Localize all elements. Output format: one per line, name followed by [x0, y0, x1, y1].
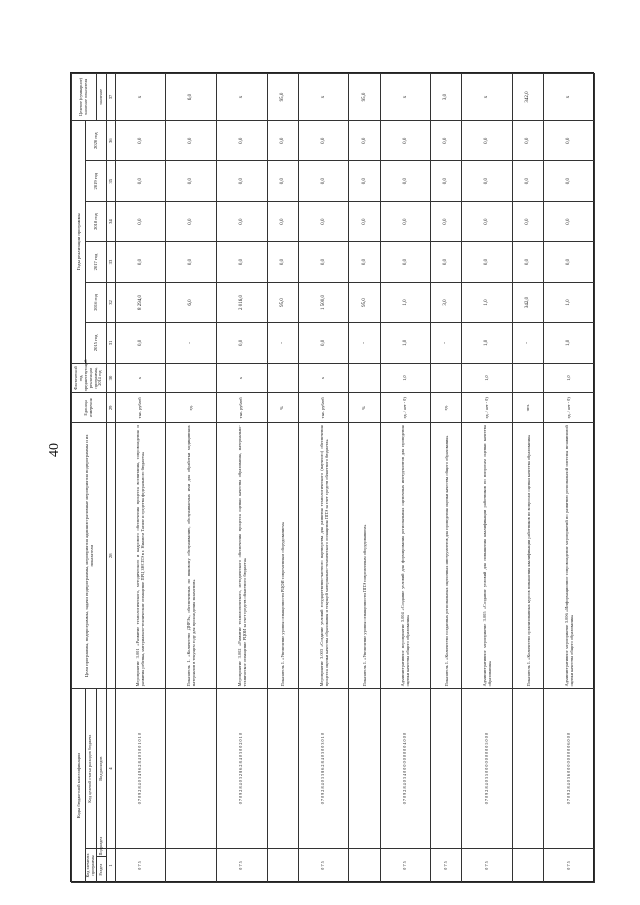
year-value-cell: 0,0 [349, 201, 380, 241]
year-value-cell: 0,0 [115, 120, 166, 160]
year-value-cell: 95,0 [267, 282, 298, 322]
target-value-cell: 95,0 [349, 74, 380, 121]
year-value-cell: 0,0 [462, 120, 513, 160]
item-name-cell: Мероприятие 3.003 «Создание условий государственно-частного партнерства для развития технологического (научного) обеспечения процесса оценки качества образования и текущей материально-технического оснащения ППЭ за счет средств областного бюджета» [298, 423, 349, 689]
year-value-cell: 0,0 [513, 120, 544, 160]
budget-code-cell: 0 7 0 9 2 8 4 0 3 2 8 6 2 8 4 0 3 0 0 2 0 1 0 [217, 689, 268, 849]
year-value-cell: 0,0 [349, 120, 380, 160]
year-2016-header: 2016 год [86, 282, 107, 322]
actual-header: Фактический год, предшествующий реализации программы, 2014 год [72, 363, 107, 393]
year-value-cell: 0,0 [115, 242, 166, 282]
year-value-cell: 0,0 [380, 161, 431, 201]
item-name-cell: Показатель 1. «Количество созданных региональных оценочных инструментов для проведения оценки качества общего образования» [431, 423, 462, 689]
year-value-cell: 0,0 [544, 120, 595, 160]
item-name-cell: Мероприятие 3.001 «Развитие технологического, методического и кадрового обеспечения процесса воспитания, сопровождения и развития ребенка, материально-технические оснащение ПРЦ ЗНСПЭ в г. Нижнем Тагиле и средства федерального бюджета» [115, 423, 166, 689]
target-value-cell: x [380, 74, 431, 121]
target-value-cell: 95,0 [267, 74, 298, 121]
col-number: 28 [106, 423, 115, 689]
year-value-cell: 0,0 [380, 201, 431, 241]
program-code-header: Код элемента программы [86, 848, 97, 882]
actual-cell [513, 363, 544, 393]
year-value-cell: 8 294,0 [115, 282, 166, 322]
program-code-cell: 0 7 5 [544, 848, 595, 882]
year-value-cell: 0,0 [267, 242, 298, 282]
table-row [462, 74, 513, 883]
year-value-cell: 0,0 [380, 242, 431, 282]
program-code-cell: 0 7 5 [380, 848, 431, 882]
col-number: 30 [106, 363, 115, 393]
table-row [267, 74, 298, 883]
budget-code-cell: 0 7 0 9 2 8 4 0 3 4 0 0 0 0 0 0 0 0 0 4 0 0 0 [380, 689, 431, 849]
col-number: 37 [106, 74, 115, 121]
year-value-cell: 0,0 [166, 161, 217, 201]
year-value-cell: 1,0 [462, 323, 513, 363]
budget-code-cell [349, 689, 380, 849]
col-number: 36 [106, 120, 115, 160]
year-value-cell: 0,0 [349, 161, 380, 201]
unit-cell: % [349, 393, 380, 423]
table-row [298, 74, 349, 883]
target-item-header: Код целевой статьи расходов бюджета [86, 689, 97, 849]
target-value-cell: x [544, 74, 595, 121]
table-row [115, 74, 166, 883]
table-row [349, 74, 380, 883]
year-2017-header: 2017 год [86, 242, 107, 282]
target-value-cell: 342,0 [513, 74, 544, 121]
actual-cell: x [298, 363, 349, 393]
program-table [71, 73, 595, 883]
budget-code-cell: 0 7 0 9 2 8 4 0 3 4 9 6 2 8 4 0 3 0 0 1 0 1 0 [115, 689, 166, 849]
year-value-cell: 0,0 [544, 161, 595, 201]
program-code-cell [166, 848, 217, 882]
item-name-cell: Административное мероприятие 3.006 «Информационное сопровождение мероприятий по развитию региональной системы независимой оценки качества общего образования» [544, 423, 595, 689]
year-value-cell: - [349, 323, 380, 363]
year-value-cell: 0,0 [298, 120, 349, 160]
table-row [431, 74, 462, 883]
program-code-cell [513, 848, 544, 882]
year-value-cell: 1 500,0 [298, 282, 349, 322]
year-value-cell: 95,0 [349, 282, 380, 322]
unit-cell: ед. [431, 393, 462, 423]
col-number: 29 [106, 393, 115, 423]
unit-cell: тыс. рублей [115, 393, 166, 423]
year-value-cell: 0,0 [544, 242, 595, 282]
unit-cell: тыс. рублей [298, 393, 349, 423]
year-value-cell: 0,0 [544, 201, 595, 241]
year-value-cell: 0,0 [115, 201, 166, 241]
unit-header: Единица измерения [72, 393, 107, 423]
year-value-cell: 342,0 [513, 282, 544, 322]
year-value-cell: 0,0 [431, 120, 462, 160]
unit-cell: ед. [166, 393, 217, 423]
program-code-cell [267, 848, 298, 882]
year-2019-header: 2019 год [86, 161, 107, 201]
year-2018-header: 2018 год [86, 201, 107, 241]
year-value-cell: 0,0 [462, 161, 513, 201]
item-name-cell: Мероприятие 3.002 «Развитие технологического, методического обеспечения процесса оценки качества образования, материально-техническое оснащение РЦОИ за счет средств областного бюджета» [217, 423, 268, 689]
col-number: 33 [106, 242, 115, 282]
program-code-cell: 0 7 5 [115, 848, 166, 882]
year-2015-header: 2015 год [86, 323, 107, 363]
actual-cell: 1,0 [544, 363, 595, 393]
subsection-header: Подраздел [96, 848, 106, 857]
actual-cell: 1,0 [462, 363, 513, 393]
year-value-cell: 0,0 [267, 201, 298, 241]
budget-code-cell [267, 689, 298, 849]
budget-code-cell [431, 689, 462, 849]
program-code-cell [349, 848, 380, 882]
year-value-cell: 0,0 [267, 120, 298, 160]
year-value-cell: 0,0 [166, 201, 217, 241]
item-name-cell: Административное мероприятие 3.005 «Создание условий для повышения квалификации работников по вопросам оценки качества образования» [462, 423, 513, 689]
program-code-cell: 0 7 5 [217, 848, 268, 882]
budget-code-cell: 0 7 0 9 2 8 4 0 3 3 8 6 2 8 4 0 3 0 0 3 0 1 0 [298, 689, 349, 849]
col-number: 32 [106, 282, 115, 322]
year-value-cell: 1,0 [462, 282, 513, 322]
year-value-cell: 0,0 [298, 242, 349, 282]
year-value-cell: 0,0 [298, 161, 349, 201]
unit-cell: ед. / нет - 0) [544, 393, 595, 423]
year-value-cell: 0,0 [513, 201, 544, 241]
actual-cell: x [217, 363, 268, 393]
budget-code-cell [166, 689, 217, 849]
year-value-cell: 0,0 [349, 242, 380, 282]
year-value-cell: 1,0 [544, 323, 595, 363]
year-value-cell: 0,0 [431, 161, 462, 201]
program-code-cell: 0 7 5 [462, 848, 513, 882]
year-value-cell: 0,0 [217, 120, 268, 160]
program-code-cell: 0 7 5 [431, 848, 462, 882]
target-header: Целевое (суммарное) значение показателя [72, 74, 97, 121]
actual-cell: x [115, 363, 166, 393]
year-value-cell: 0,0 [462, 201, 513, 241]
year-value-cell: 0,0 [298, 201, 349, 241]
target-value-cell: 6,0 [166, 74, 217, 121]
table-row [544, 74, 595, 883]
item-name-cell: Показатель 1. «Количество ДНРЭ», обеспеченных по пиковому обслуживанию, обслуживаемых ими для обработки медицинских материалов в текущем году для прохождения экзаменов» [166, 423, 217, 689]
year-value-cell: 0,0 [115, 161, 166, 201]
unit-cell: чел. [513, 393, 544, 423]
actual-cell [349, 363, 380, 393]
rotated-table-wrapper [71, 73, 595, 883]
item-name-cell: Показатель 1. «Увеличение уровня оснащенности ППЭ современным оборудованием» [349, 423, 380, 689]
budget-code-cell: 0 7 0 9 2 8 4 0 3 5 0 0 0 0 0 0 0 0 0 5 0 0 0 [462, 689, 513, 849]
year-value-cell: 0,0 [267, 161, 298, 201]
table-row [217, 74, 268, 883]
year-value-cell: 1,0 [544, 282, 595, 322]
target-value-cell: 3,0 [431, 74, 462, 121]
year-value-cell: 0,0 [380, 120, 431, 160]
year-value-cell: 0,0 [115, 323, 166, 363]
year-value-cell: 0,0 [431, 242, 462, 282]
actual-cell [267, 363, 298, 393]
col-number: 1 [106, 848, 115, 882]
year-value-cell: 0,0 [217, 161, 268, 201]
year-value-cell: 1,0 [380, 323, 431, 363]
item-name-cell: Показатель 1. «Увеличение уровня оснащенности РЦОИ современным оборудованием» [267, 423, 298, 689]
target-value-header: значение [96, 74, 106, 121]
table-row [166, 74, 217, 883]
expense-type-header: Вид расходов [96, 689, 106, 849]
unit-cell: ед. / нет - 0) [462, 393, 513, 423]
codes-header: Коды бюджетной классификации [72, 689, 86, 883]
year-value-cell: 0,0 [462, 242, 513, 282]
year-value-cell: 0,0 [298, 323, 349, 363]
page-number: 40 [47, 443, 62, 457]
year-value-cell: - [431, 323, 462, 363]
actual-cell [431, 363, 462, 393]
actual-cell [166, 363, 217, 393]
col-number: 35 [106, 161, 115, 201]
year-value-cell: - [513, 323, 544, 363]
year-value-cell: 0,0 [513, 161, 544, 201]
year-value-cell: 3,0 [431, 282, 462, 322]
unit-cell: тыс. рублей [217, 393, 268, 423]
budget-code-cell [513, 689, 544, 849]
name-header: Цели программы, подпрограммы, задачи подпрограммы, мероприятия административные мероприятия подпрограммы и их показатели [72, 423, 107, 689]
section-header: Раздел [96, 857, 106, 883]
col-number: 31 [106, 323, 115, 363]
table-row [513, 74, 544, 883]
year-value-cell: 6,0 [166, 282, 217, 322]
year-value-cell: - [267, 323, 298, 363]
target-value-cell: x [115, 74, 166, 121]
target-value-cell: x [462, 74, 513, 121]
year-value-cell: - [166, 323, 217, 363]
year-value-cell: 2 016,0 [217, 282, 268, 322]
target-value-cell: x [217, 74, 268, 121]
year-value-cell: 0,0 [217, 323, 268, 363]
col-number: 34 [106, 201, 115, 241]
year-value-cell: 0,0 [166, 120, 217, 160]
year-2020-header: 2020 год [86, 120, 107, 160]
unit-cell: % [267, 393, 298, 423]
program-code-cell: 0 7 5 [298, 848, 349, 882]
year-value-cell: 0,0 [217, 242, 268, 282]
col-number: 4 [106, 689, 115, 849]
target-value-cell: x [298, 74, 349, 121]
year-value-cell: 0,0 [166, 242, 217, 282]
item-name-cell: Показатель 1. «Количество организованных курсов повышения квалификации работников по вопросам оценки качества образования» [513, 423, 544, 689]
year-value-cell: 0,0 [217, 201, 268, 241]
year-value-cell: 0,0 [431, 201, 462, 241]
years-group-header: Годы реализации программы [72, 120, 86, 363]
table-row [380, 74, 431, 883]
item-name-cell: Административное мероприятие 3.004 «Создание условий для формирования региональных оценочных инструментов для проведения оценки качества общего образования» [380, 423, 431, 689]
year-value-cell: 1,0 [380, 282, 431, 322]
actual-cell: 1,0 [380, 363, 431, 393]
year-value-cell: 0,0 [513, 242, 544, 282]
unit-cell: ед. / нет - 0) [380, 393, 431, 423]
budget-table-sheet [70, 72, 594, 882]
budget-code-cell: 0 7 0 9 2 8 4 0 3 6 0 0 0 0 0 0 0 0 0 6 0 0 0 [544, 689, 595, 849]
